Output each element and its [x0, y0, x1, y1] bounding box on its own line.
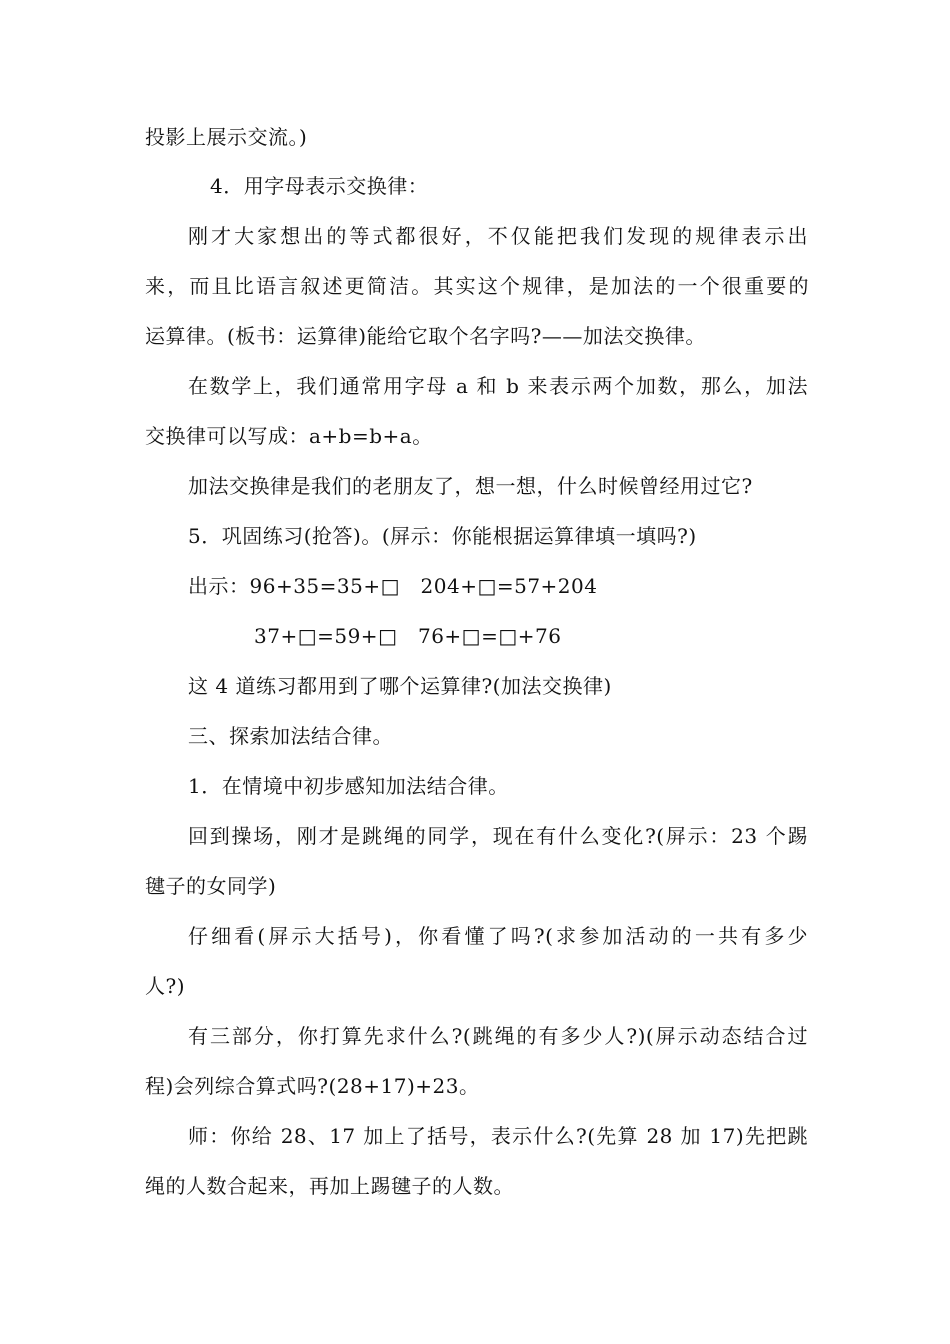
text-line-3: 刚才大家想出的等式都很好，不仅能把我们发现的规律表示出	[188, 224, 808, 248]
text-line-16: 毽子的女同学)	[145, 874, 277, 898]
text-line-15: 回到操场，刚才是跳绳的同学，现在有什么变化?(屏示：23 个踢	[188, 824, 808, 848]
text-line-14: 1．在情境中初步感知加法结合律。	[188, 774, 509, 798]
text-line-13: 三、探索加法结合律。	[188, 724, 393, 748]
text-line-10: 出示：96+35=35+□ 204+□=57+204	[188, 574, 598, 598]
text-line-22: 绳的人数合起来，再加上踢毽子的人数。	[145, 1174, 514, 1198]
text-line-12: 这 4 道练习都用到了哪个运算律?(加法交换律)	[188, 674, 612, 698]
text-line-2: 4．用字母表示交换律：	[210, 174, 429, 198]
text-line-6: 在数学上，我们通常用字母 a 和 b 来表示两个加数，那么，加法	[188, 374, 808, 398]
text-line-7: 交换律可以写成：a+b=b+a。	[145, 424, 433, 448]
text-line-21: 师：你给 28、17 加上了括号，表示什么?(先算 28 加 17)先把跳	[188, 1124, 808, 1148]
text-line-18: 人?)	[145, 974, 186, 998]
text-line-1: 投影上展示交流。)	[145, 125, 308, 149]
text-line-4: 来，而且比语言叙述更简洁。其实这个规律，是加法的一个很重要的	[145, 274, 809, 298]
text-line-8: 加法交换律是我们的老朋友了，想一想，什么时候曾经用过它?	[188, 474, 753, 498]
text-line-9: 5．巩固练习(抢答)。(屏示：你能根据运算律填一填吗?)	[188, 524, 697, 548]
text-line-11: 37+□=59+□ 76+□=□+76	[254, 624, 562, 648]
text-line-20: 程)会列综合算式吗?(28+17)+23。	[145, 1074, 480, 1098]
text-line-5: 运算律。(板书：运算律)能给它取个名字吗?——加法交换律。	[145, 324, 706, 348]
text-line-17: 仔细看(屏示大括号)，你看懂了吗?(求参加活动的一共有多少	[188, 924, 808, 948]
text-line-19: 有三部分，你打算先求什么?(跳绳的有多少人?)(屏示动态结合过	[188, 1024, 808, 1048]
